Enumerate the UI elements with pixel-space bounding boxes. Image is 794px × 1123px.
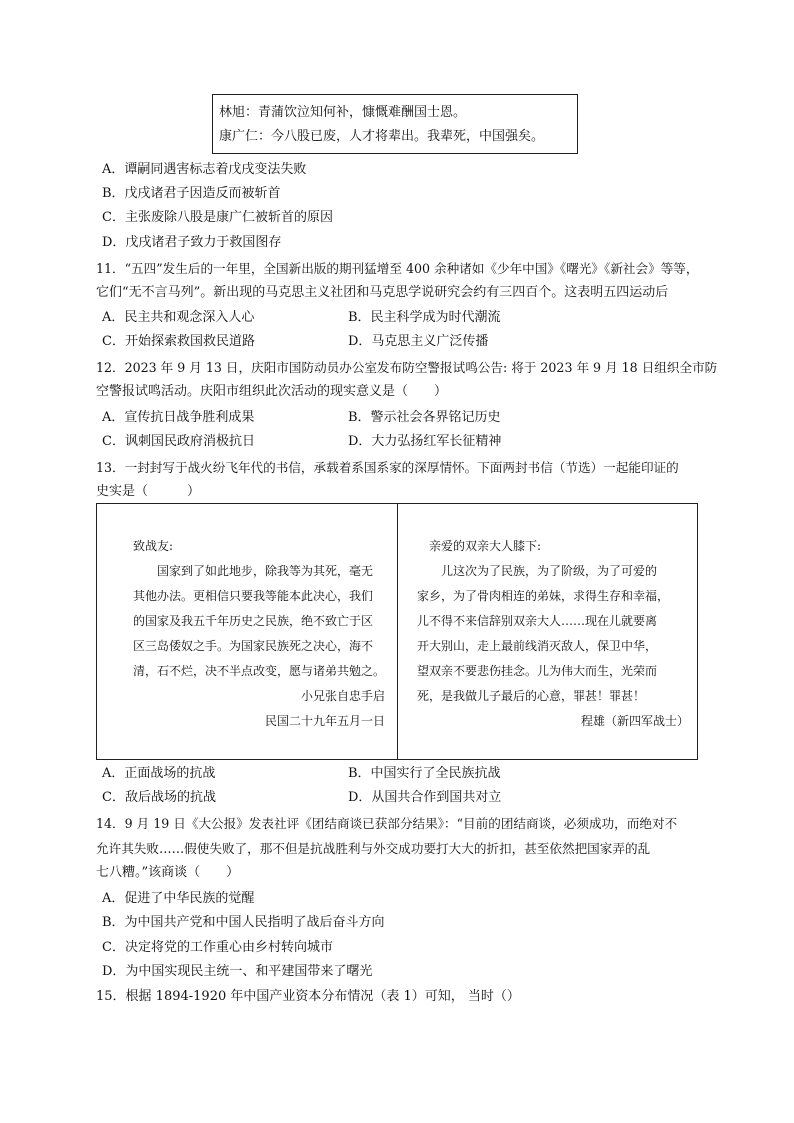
q13-option-d[interactable]: D．从国共合作到国共对立 — [348, 790, 502, 805]
letter-line: 儿不得不来信辞别双亲大人……现在儿就要离 — [417, 614, 658, 628]
letter-line: 其他办法。更相信只要我等能本此决心，我们 — [133, 589, 374, 603]
q14-stem-line: 七八糟。”该商谈（ ） — [96, 865, 240, 880]
q10-option-d[interactable]: D．戊戌诸君子致力于救国图存 — [102, 235, 282, 250]
letter-salutation: 亲爱的双亲大人膝下: — [429, 539, 542, 553]
letter-line: 家乡，为了骨肉相连的弟妹，求得生存和幸福， — [417, 589, 670, 603]
q11-option-c[interactable]: C．开始探索救国救民道路 — [102, 334, 255, 349]
quote-line: 林旭：青蒲饮泣知何补，慷慨难酬国士恩。 — [219, 105, 467, 120]
q12-stem-line: 12．2023 年 9 月 13 日，庆阳市国防动员办公室发布防空警报试鸣公告: 将于 2023 年 9 月 18 日组织全市防 — [96, 360, 718, 375]
letter-line: 国家到了如此地步，除我等为其死，毫无 — [157, 564, 374, 578]
q14-stem-line: 允许其失败……假使失败了，那不但是抗战胜利与外交成功要打大大的折扣，甚至依然把国家弄的乱 — [96, 841, 651, 856]
q11-stem-line: 它们“无不言马列”。新出现的马克思主义社团和马克思学说研究会约有三四百个。这表明五四运动后 — [96, 285, 669, 300]
letter-left — [133, 534, 385, 734]
q14-option-b[interactable]: B．为中国共产党和中国人民指明了战后奋斗方向 — [102, 915, 385, 930]
q13-option-a[interactable]: A．正面战场的抗战 — [102, 766, 216, 781]
q13-option-c[interactable]: C．敌后战场的抗战 — [102, 790, 216, 805]
q11-option-a[interactable]: A．民主共和观念深入人心 — [102, 310, 255, 325]
q14-option-d[interactable]: D．为中国实现民主统一、和平建国带来了曙光 — [102, 964, 373, 979]
q10-option-c[interactable]: C．主张废除八股是康广仁被斩首的原因 — [102, 210, 333, 225]
q14-option-a[interactable]: A．促进了中华民族的觉醒 — [102, 891, 255, 906]
q11-option-d[interactable]: D．马克思主义广泛传播 — [348, 334, 489, 349]
letter-line: 儿这次为了民族，为了阶级，为了可爱的 — [441, 564, 658, 578]
q13-option-b[interactable]: B．中国实行了全民族抗战 — [348, 766, 501, 781]
q12-option-c[interactable]: C．讽刺国民政府消极抗日 — [102, 434, 255, 449]
letter-line: 死，是我做儿子最后的心意，罪甚！罪甚！ — [417, 689, 646, 703]
letter-signature: 小兄张自忠手启 — [300, 689, 385, 703]
letter-date: 民国二十九年五月一日 — [264, 714, 385, 728]
letter-line: 开大别山，走上最前线消灭敌人，保卫中华， — [417, 639, 658, 653]
q10-option-a[interactable]: A．谭嗣同遇害标志着戊戌变法失败 — [102, 162, 307, 177]
quote-box — [212, 94, 578, 154]
q13-stem-line: 史实是（ ） — [96, 484, 201, 499]
q11-stem-line: 11．“五四”发生后的一年里，全国新出版的期刊猛增至 400 余种诸如《少年中国》《曙光》《新社会》等等， — [96, 261, 699, 276]
q14-stem-line: 14．9 月 19 日《大公报》发表社评《团结商谈已获部分结果》：“目前的团结商谈，必须成功，而绝对不 — [96, 816, 678, 831]
letter-signature: 程雄（新四军战士） — [580, 714, 689, 728]
letter-line: 的国家及我五千年历史之民族，绝不致亡于区 — [133, 614, 374, 628]
letter-salutation: 致战友: — [133, 539, 174, 553]
letter-line: 区三岛倭奴之手。为国家民族死之决心，海不 — [133, 639, 374, 653]
letters-divider — [397, 504, 398, 759]
letter-line: 望双亲不要悲伤挂念。儿为伟大而生，光荣而 — [417, 664, 658, 678]
q14-option-c[interactable]: C．决定将党的工作重心由乡村转向城市 — [102, 940, 333, 955]
q12-option-a[interactable]: A．宣传抗日战争胜利成果 — [102, 410, 255, 425]
letter-right — [417, 534, 689, 734]
q12-stem-line: 空警报试鸣活动。庆阳市组织此次活动的现实意义是（ ） — [96, 384, 448, 399]
quote-line: 康广仁：今八股已废，人才将辈出。我辈死，中国强矣。 — [219, 129, 545, 144]
letters-box — [96, 503, 698, 760]
q13-stem-line: 13．一封封写于战火纷飞年代的书信，承载着系国系家的深厚情怀。下面两封书信（节选）一起能印证的 — [96, 460, 679, 475]
q12-option-d[interactable]: D．大力弘扬红军长征精神 — [348, 434, 502, 449]
q15-stem-line: 15．根据 1894-1920 年中国产业资本分布情况（表 1）可知， 当时（） — [96, 989, 520, 1004]
letter-line: 清，石不烂，决不半点改变，愿与诸弟共勉之。 — [133, 664, 386, 678]
q11-option-b[interactable]: B．民主科学成为时代潮流 — [348, 310, 501, 325]
q12-option-b[interactable]: B．警示社会各界铭记历史 — [348, 410, 501, 425]
q10-option-b[interactable]: B．戊戌诸君子因造反而被斩首 — [102, 186, 281, 201]
